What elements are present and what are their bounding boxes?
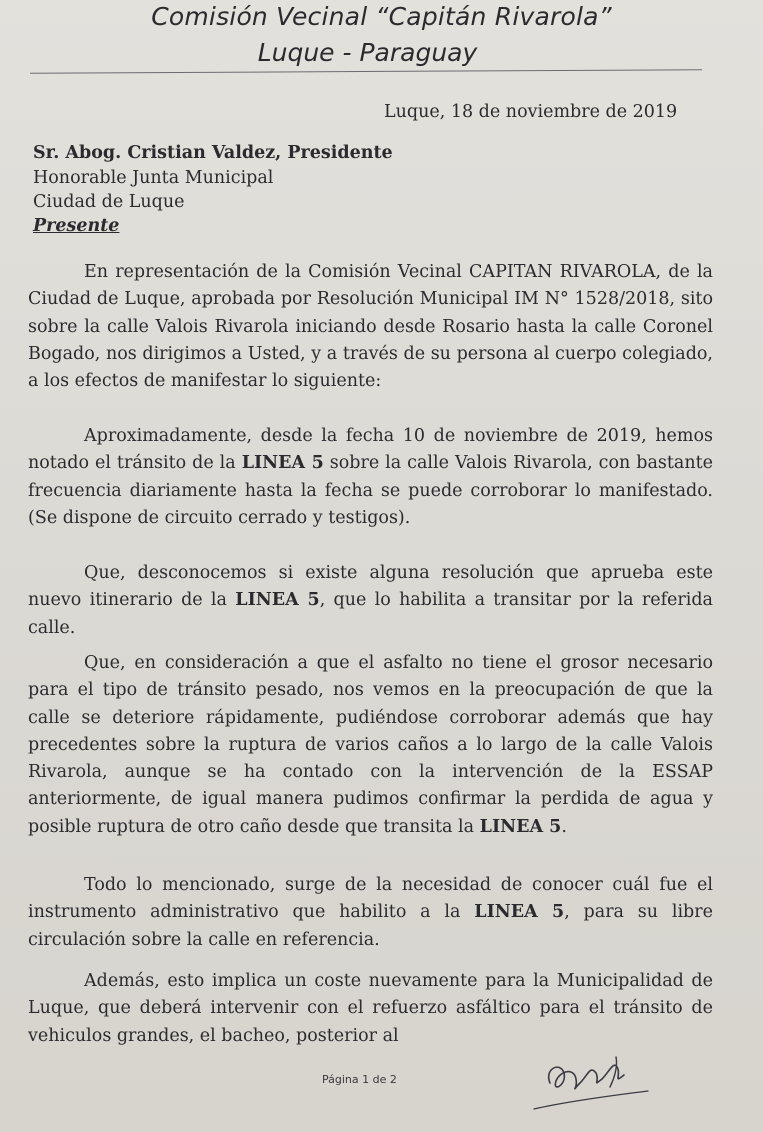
paragraph-5-text-b: , para su libre circulación sobre la calle en referencia. (28, 902, 713, 950)
paragraph-1: En representación de la Comisión Vecinal CAPITAN RIVAROLA, de la Ciudad de Luque, aprobada por Resolución Municipal IM N° 1528/2018, sito sobre la calle Valois Rivarola iniciando desde Rosario hasta la calle Coronel Bogado, nos dirigimos a Usted, y a través de su persona al cuerpo colegiado, a los efectos de manifestar lo siguiente: (28, 262, 713, 392)
linea-5-reference: LINEA 5 (235, 590, 320, 611)
paragraph-5 (28, 872, 713, 954)
paragraph-4-text-b: . (561, 816, 567, 837)
letterhead-divider (30, 69, 702, 74)
recipient-name: Sr. Abog. Cristian Valdez, Presidente (33, 143, 393, 163)
paragraph-4 (28, 650, 713, 841)
linea-5-reference: LINEA 5 (474, 902, 565, 923)
paragraph-6: Además, esto implica un coste nuevamente para la Municipalidad de Luque, que deberá intervenir con el refuerzo asfáltico para el tránsito de vehiculos grandes, el bacheo, posterior al (28, 971, 713, 1046)
salutation-text: Presente (33, 216, 120, 236)
recipient-city: Ciudad de Luque (33, 192, 185, 212)
letterhead-location: Luque - Paraguay (257, 38, 478, 67)
paragraph-2-text-a: Aproximadamente, desde la fecha 10 de noviembre de 2019, hemos notado el tránsito de la (28, 426, 713, 474)
page-number: Página 1 de 2 (322, 1073, 397, 1086)
linea-5-reference: LINEA 5 (241, 453, 324, 474)
paragraph-3-text-b: , que lo habilita a transitar por la referida calle. (28, 590, 713, 638)
letterhead-org-name: Comisión Vecinal “Capitán Rivarola” (151, 2, 612, 31)
recipient-organization: Honorable Junta Municipal (33, 168, 274, 188)
salutation (33, 216, 119, 236)
linea-5-reference: LINEA 5 (479, 816, 562, 837)
paragraph-3-text-a: Que, desconocemos si existe alguna resolución que aprueba este nuevo itinerario de la (28, 563, 713, 611)
handwritten-signature (530, 1043, 670, 1123)
paragraph-2-text-b: sobre la calle Valois Rivarola, con bastante frecuencia diariamente hasta la fecha se puede corroborar lo manifestado. (Se dispone de circuito cerrado y testigos). (28, 453, 713, 528)
paragraph-3 (28, 560, 713, 642)
paragraph-4-text-a: Que, en consideración a que el asfalto no tiene el grosor necesario para el tipo de tránsito pesado, nos vemos en la preocupación de que la calle se deteriore rápidamente, pudiéndose corroborar además que hay precedentes sobre la ruptura de varios caños a lo largo de la calle Valois Rivarola, aunque se ha contado con la intervención de la ESSAP anteriormente, de igual manera pudimos confirmar la perdida de agua y posible ruptura de otro caño desde que transita la (28, 653, 713, 837)
letter-date: Luque, 18 de noviembre de 2019 (384, 102, 678, 122)
paragraph-2 (28, 423, 713, 532)
paragraph-5-text-a: Todo lo mencionado, surge de la necesidad de conocer cuál fue el instrumento administrativo que habilito a la (28, 875, 713, 923)
